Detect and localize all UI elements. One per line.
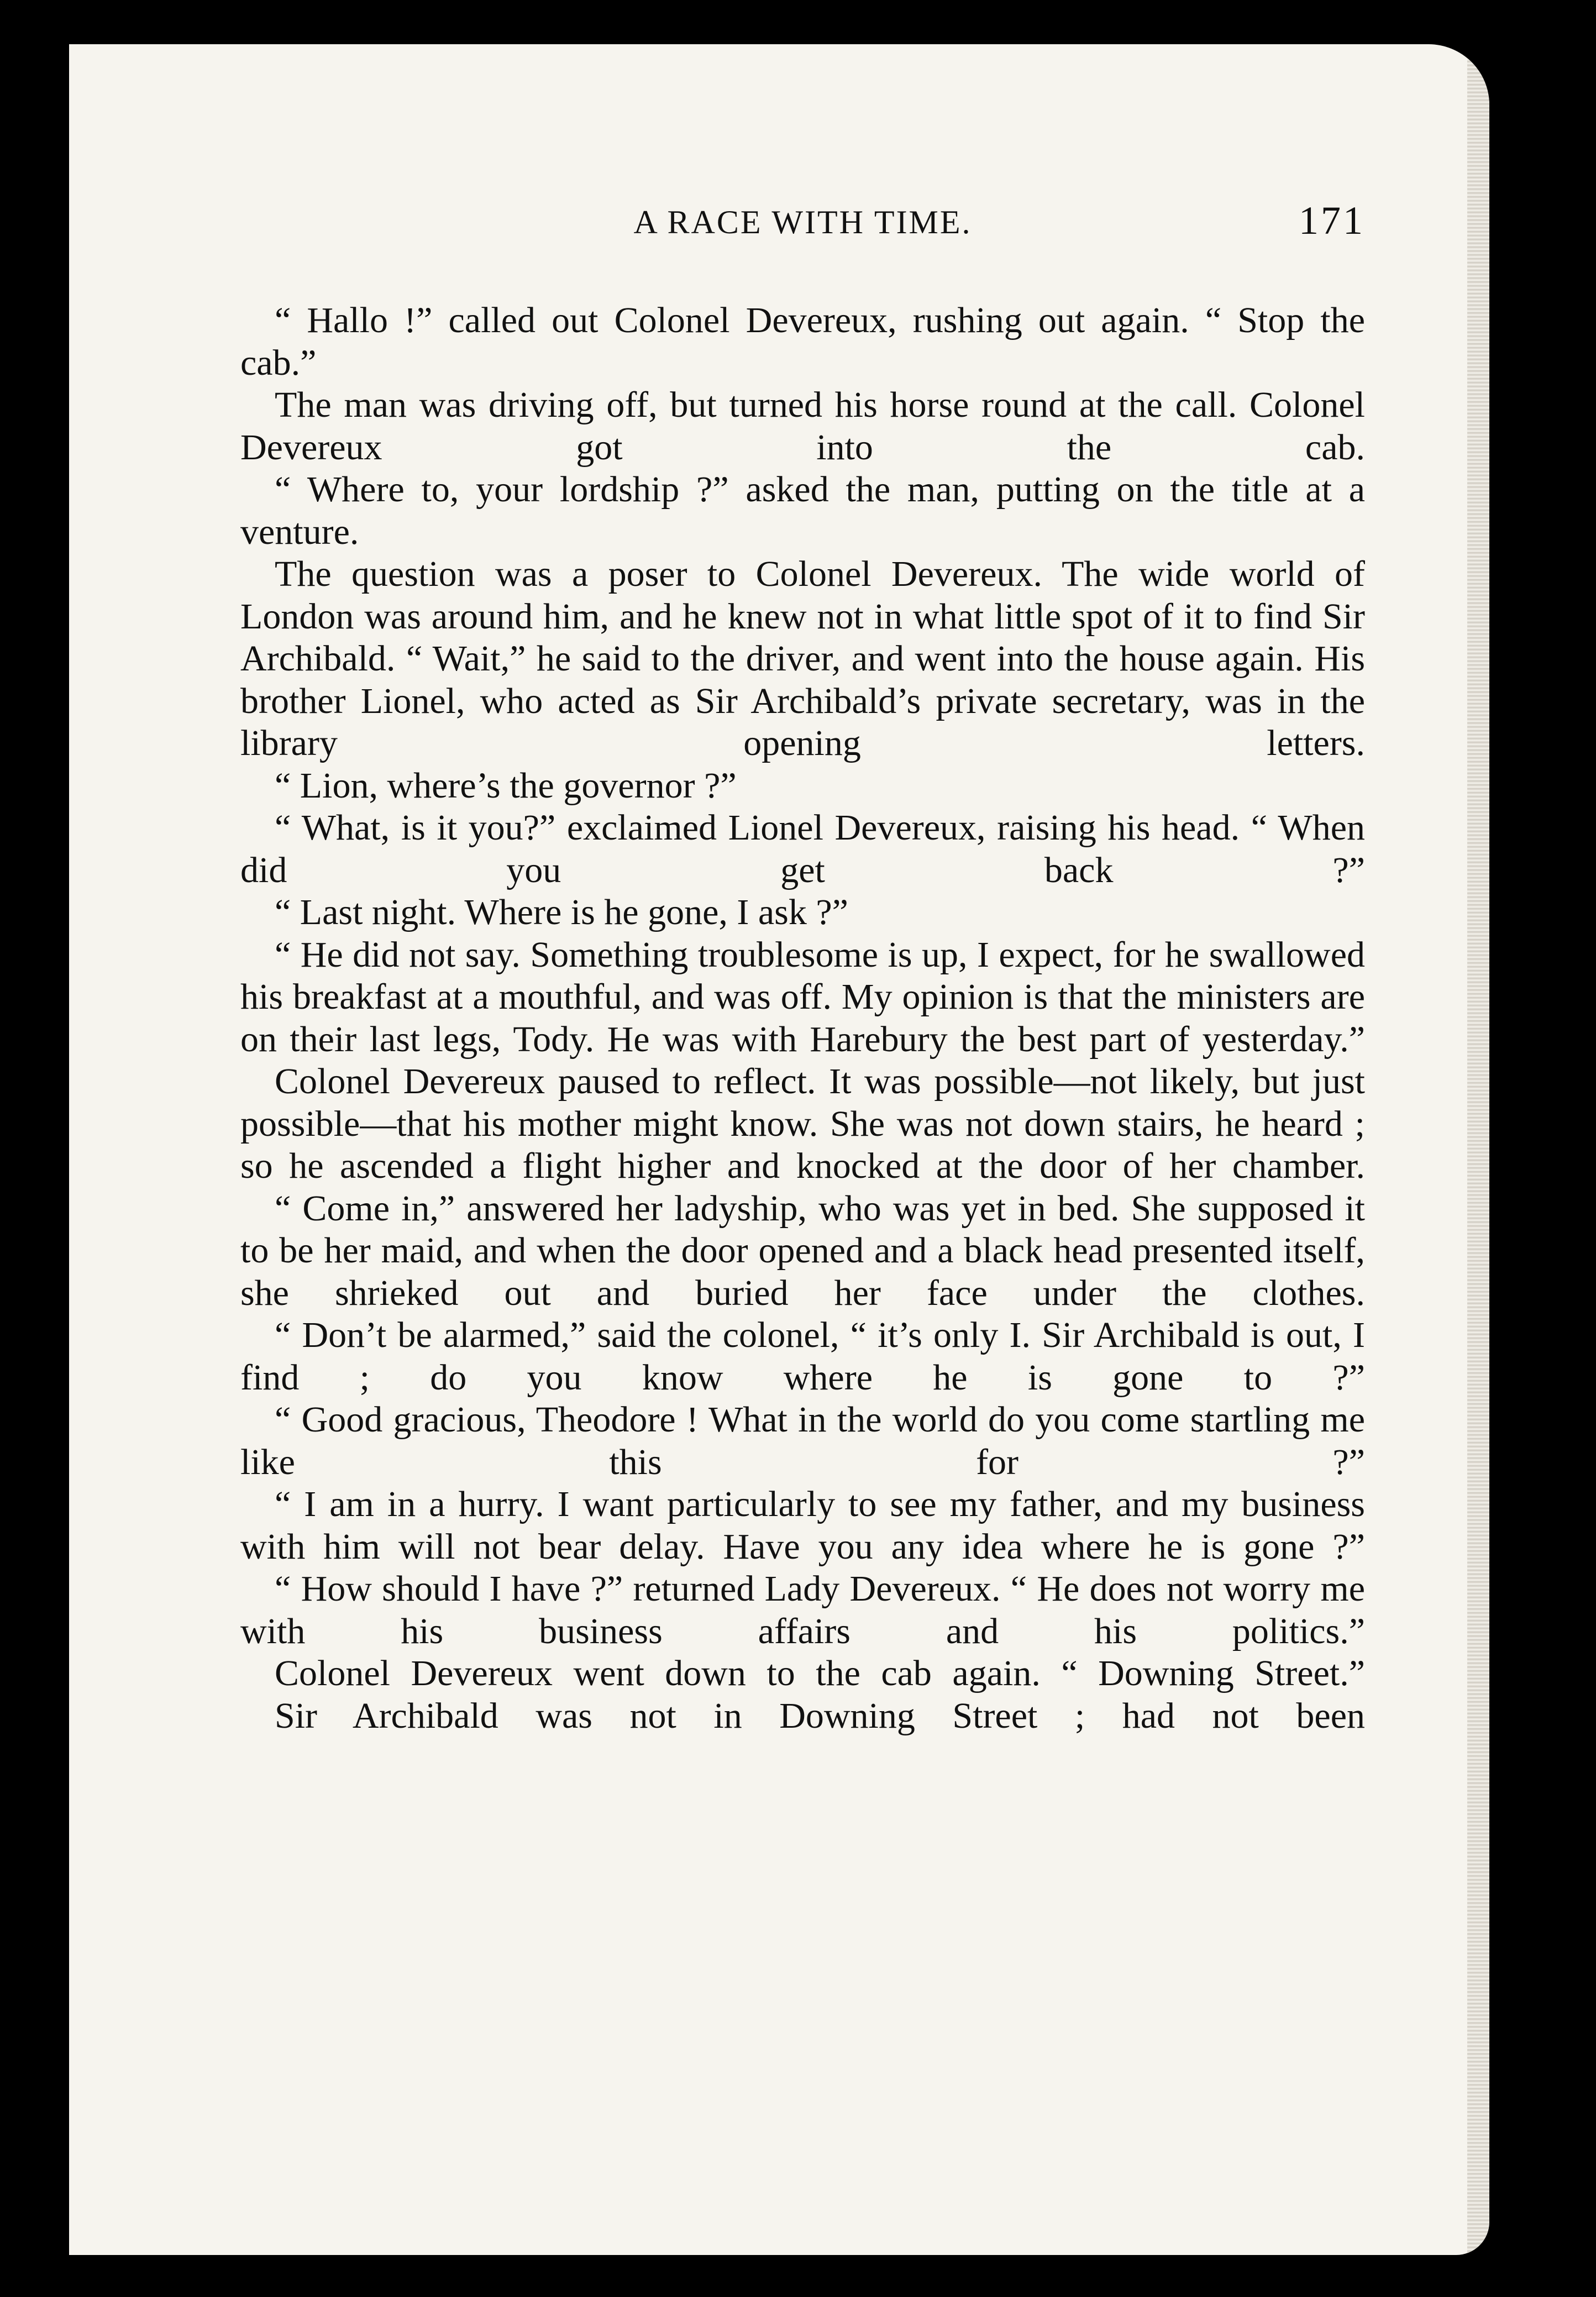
paragraph: “ Good gracious, Theodore ! What in the world do you come startling me like this for ?”: [240, 1399, 1365, 1482]
paragraph: “ I am in a hurry. I want particularly to see my father, and my business with him will not bear delay. Have you any idea where he is gone ?”: [240, 1484, 1365, 1567]
page-header: [240, 192, 1365, 253]
page-number: 171: [1299, 198, 1365, 243]
paragraph: “ What, is it you?” exclaimed Lionel Devereux, raising his head. “ When did you get back ?”: [240, 807, 1365, 890]
paragraph: The man was driving off, but turned his horse round at the call. Colonel Devereux got into the cab.: [240, 385, 1365, 468]
paragraph: The question was a poser to Colonel Devereux. The wide world of London was around him, and he knew not in what little spot of it to find Sir Archibald. “ Wait,” he said to the driver, and went into the house again. His brother Lionel, who acted as Sir Archibald’s private secretary, was in the library opening letters.: [240, 554, 1365, 763]
paragraph: “ Come in,” answered her ladyship, who was yet in bed. She supposed it to be her maid, and when the door opened and a black head presented itself, she shrieked out and buried her face under the clothes.: [240, 1188, 1365, 1313]
paragraph: “ How should I have ?” returned Lady Devereux. “ He does not worry me with his business affairs and his politics.”: [240, 1569, 1365, 1651]
page-edge: [1467, 44, 1489, 2255]
paragraph: Colonel Devereux went down to the cab again. “ Downing Street.”: [275, 1653, 1365, 1693]
paragraph: “ Last night. Where is he gone, I ask ?”: [275, 892, 848, 932]
paragraph: “ Hallo !” called out Colonel Devereux, rushing out again. “ Stop the cab.”: [240, 300, 1365, 383]
paragraph: “ Where to, your lordship ?” asked the man, putting on the title at a venture.: [240, 469, 1365, 552]
running-title: A RACE WITH TIME.: [633, 204, 972, 240]
body-text: [240, 300, 1365, 1737]
paragraph: “ He did not say. Something troublesome is up, I expect, for he swallowed his breakfast at a mouthful, and was off. My opinion is that the ministers are on their last legs, Tody. He was with Harebury the best part of yesterday.”: [240, 934, 1365, 1060]
paragraph: “ Don’t be alarmed,” said the colonel, “ it’s only I. Sir Archibald is out, I find ; do you know where he is gone to ?”: [240, 1315, 1365, 1398]
paragraph: “ Lion, where’s the governor ?”: [275, 765, 737, 806]
paragraph: Sir Archibald was not in Downing Street ; had not been: [275, 1695, 1365, 1736]
paragraph: Colonel Devereux paused to reflect. It was possible—not likely, but just possible—that his mother might know. She was not down stairs, he heard ; so he ascended a flight higher and knocked at the door of her chamber.: [240, 1061, 1365, 1186]
book-page: [69, 44, 1489, 2255]
